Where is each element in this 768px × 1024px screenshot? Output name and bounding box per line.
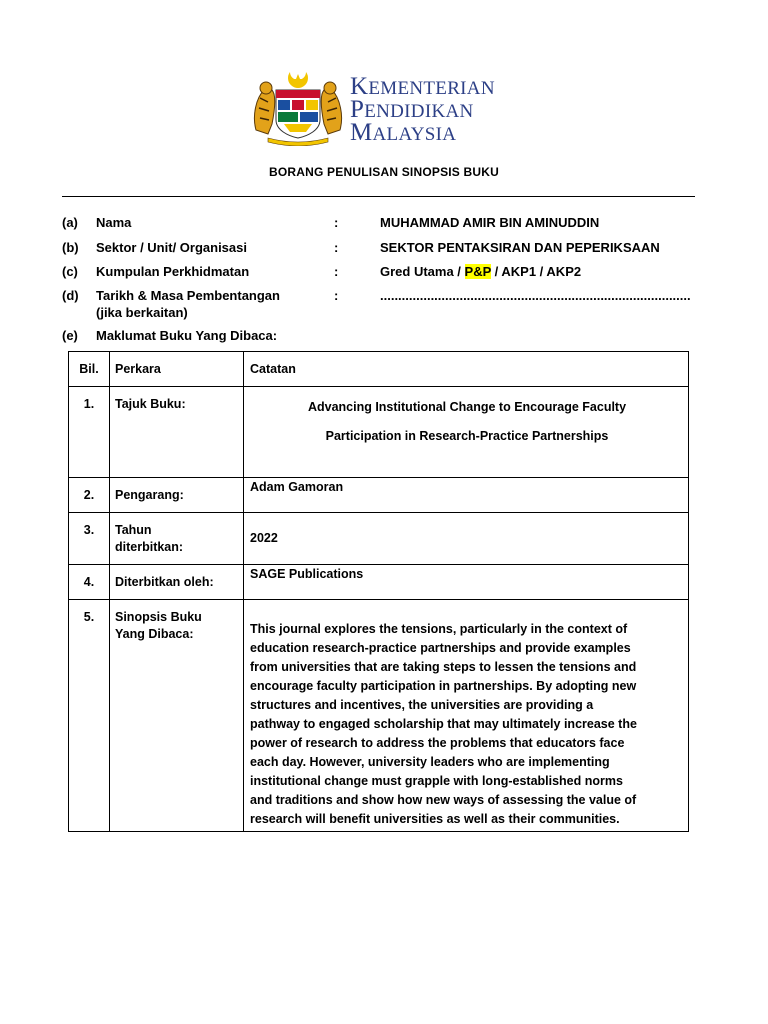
table-row [69, 513, 689, 565]
year: 2022 [250, 531, 278, 545]
table-row [69, 565, 689, 600]
table-row [69, 478, 689, 513]
book-info-table [68, 351, 689, 832]
coat-of-arms-icon [250, 68, 346, 146]
ministry-logo [250, 68, 540, 148]
row-number: 2. [83, 488, 95, 502]
row-label: Sinopsis Buku Yang Dibaca: [115, 610, 202, 641]
field-value-blank: ...................................................................................... [380, 288, 691, 303]
table-header-row [69, 352, 689, 387]
synopsis-text: This journal explores the tensions, particularly in the context of education research-practice partnerships and provide examples from universities that are taking steps to lessen the tensions and encourage faculty participation in partnerships. By adopting new structures and incentives, the universities are providing a pathway to engaged scholarship that may ultimately increase the power of research to address the problems that educators face each day. However, university leaders who are implementing institutional change must grapple with long-established norms and traditions and show how new ways of assessing the value of research will benefit universities as well as their communities. [250, 622, 637, 826]
ministry-name-line-2: PENDIDIKAN [350, 96, 474, 123]
field-label: Maklumat Buku Yang Dibaca: [96, 328, 278, 343]
field-value: MUHAMMAD AMIR BIN AMINUDDIN [380, 215, 600, 230]
highlighted-grade: P&P [464, 264, 492, 279]
row-label: Tajuk Buku: [115, 397, 186, 411]
field-label: Tarikh & Masa Pembentangan (jika berkaitan) [96, 288, 280, 320]
header-catatan: Catatan [244, 352, 689, 387]
ministry-name-line-3: MALAYSIA [350, 119, 457, 146]
row-number: 3. [83, 523, 95, 537]
field-colon: : [334, 264, 339, 279]
field-letter: (e) [62, 328, 78, 343]
field-label: Nama [96, 215, 132, 230]
table-row [69, 600, 689, 832]
title-divider [62, 196, 695, 197]
field-value: Gred Utama / P&P / AKP1 / AKP2 [380, 264, 582, 279]
field-value: SEKTOR PENTAKSIRAN DAN PEPERIKSAAN [380, 240, 660, 255]
field-letter: (c) [62, 264, 78, 279]
field-colon: : [334, 240, 339, 255]
row-number: 5. [83, 610, 95, 624]
header-perkara: Perkara [110, 352, 244, 387]
row-label: Tahun diterbitkan: [115, 523, 184, 554]
author: Adam Gamoran [250, 480, 344, 494]
ministry-name [350, 73, 495, 146]
table-row [69, 387, 689, 478]
row-label: Pengarang: [115, 488, 184, 502]
field-letter: (b) [62, 240, 79, 255]
field-letter: (d) [62, 288, 79, 303]
row-label: Diterbitkan oleh: [115, 575, 214, 589]
field-colon: : [334, 288, 339, 303]
header-bil: Bil. [69, 352, 110, 387]
field-colon: : [334, 215, 339, 230]
form-title: BORANG PENULISAN SINOPSIS BUKU [268, 165, 500, 179]
field-label: Kumpulan Perkhidmatan [96, 264, 250, 279]
ministry-name-line-1: KEMENTERIAN [350, 73, 495, 100]
book-title: Advancing Institutional Change to Encourage Faculty Participation in Research-Practice Partnerships [307, 400, 627, 443]
field-label: Sektor / Unit/ Organisasi [96, 240, 247, 255]
field-letter: (a) [62, 215, 78, 230]
row-number: 1. [83, 397, 95, 411]
row-number: 4. [83, 575, 95, 589]
publisher: SAGE Publications [250, 567, 364, 581]
